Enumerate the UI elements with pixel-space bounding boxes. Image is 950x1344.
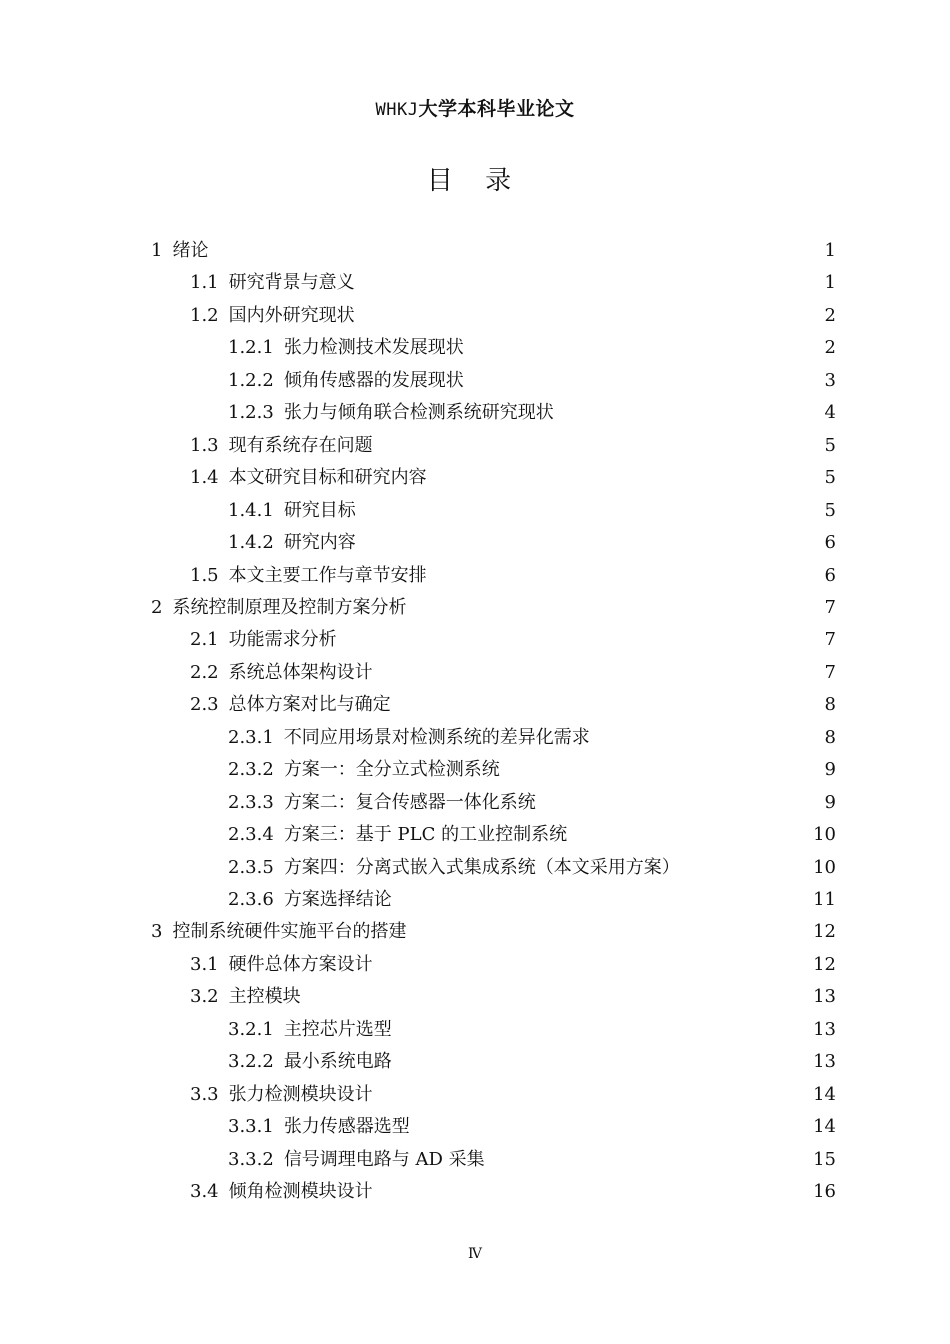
toc-entry-title: 研究目标 xyxy=(283,499,356,521)
toc-entry-page: 14 xyxy=(813,1083,836,1105)
toc-entry-page: 12 xyxy=(813,921,836,943)
toc-entry-page: 2 xyxy=(824,337,836,359)
toc-entry-number: 3.2.2 xyxy=(228,1051,274,1073)
toc-entry-page: 13 xyxy=(813,1018,836,1040)
toc-entry-number: 1.2.2 xyxy=(228,369,274,391)
toc-entry-number: 1.4 xyxy=(190,467,219,489)
toc-entry-number: 2 xyxy=(151,596,163,618)
toc-entry-number: 3 xyxy=(151,921,163,943)
toc-entry-page: 4 xyxy=(824,402,836,424)
toc-entry xyxy=(190,267,355,299)
toc-entry-number: 1 xyxy=(151,240,163,261)
toc-entry xyxy=(228,722,590,754)
toc-entry-number: 2.3.1 xyxy=(228,726,274,748)
header-school-cjk: 大学本科毕业论文 xyxy=(418,98,575,120)
toc-entry-number: 3.4 xyxy=(190,1181,219,1203)
toc-entry-number: 2.3.3 xyxy=(228,791,274,813)
toc-entry-title: 系统控制原理及控制方案分析 xyxy=(172,596,407,618)
toc-entry-title: 硬件总体方案设计 xyxy=(228,953,373,975)
header-school-latin: WHKJ xyxy=(375,100,419,120)
toc-entry-title: 最小系统电路 xyxy=(283,1051,392,1073)
toc-entry xyxy=(228,884,392,916)
toc-entry-number: 2.1 xyxy=(190,629,219,651)
toc-entry-number: 1.3 xyxy=(190,434,219,456)
toc-entry-page: 7 xyxy=(824,629,836,651)
toc-entry-title: 信号调理电路与 AD 采集 xyxy=(283,1148,485,1170)
toc-entry-title: 张力与倾角联合检测系统研究现状 xyxy=(283,402,554,424)
toc-entry-page: 6 xyxy=(824,564,836,586)
toc-entry xyxy=(190,949,373,981)
toc-entry-title: 绪论 xyxy=(172,240,209,261)
toc-entry-page: 14 xyxy=(813,1116,836,1138)
toc-entry-page: 11 xyxy=(813,889,836,910)
toc-entry-title: 张力检测模块设计 xyxy=(228,1083,373,1105)
toc-entry-title: 国内外研究现状 xyxy=(228,304,355,326)
toc-entry-page: 13 xyxy=(813,986,836,1008)
toc-entry-number: 3.3.2 xyxy=(228,1148,274,1170)
toc-entry-number: 1.2.3 xyxy=(228,402,274,424)
toc-entry-page: 16 xyxy=(813,1181,836,1203)
toc-entry-number: 2.3.2 xyxy=(228,759,274,781)
toc-entry-title: 方案选择结论 xyxy=(283,889,392,910)
footer-page-number: Ⅳ xyxy=(468,1246,482,1262)
toc-entry-page: 12 xyxy=(813,953,836,975)
toc-entry-number: 1.2 xyxy=(190,304,219,326)
toc-entry-number: 1.5 xyxy=(190,564,219,586)
toc-entry xyxy=(190,689,391,721)
toc-entry-page: 8 xyxy=(824,694,836,716)
toc-entry-page: 6 xyxy=(824,532,836,554)
toc-entry xyxy=(228,527,356,559)
toc-entry-page: 5 xyxy=(824,467,836,489)
toc-entry-page: 5 xyxy=(824,499,836,521)
toc-entry-title: 方案二：复合传感器一体化系统 xyxy=(283,791,536,813)
toc-entry-title: 方案四：分离式嵌入式集成系统（本文采用方案） xyxy=(283,856,680,878)
toc-entry xyxy=(228,787,536,819)
toc-entry xyxy=(190,462,427,494)
toc-entry-title: 方案一：全分立式检测系统 xyxy=(283,759,500,781)
toc-entry xyxy=(228,1111,410,1143)
toc-entry-page: 9 xyxy=(824,791,836,813)
toc-entry xyxy=(228,754,500,786)
toc-entry-title: 张力传感器选型 xyxy=(283,1116,410,1138)
toc-entry-title: 控制系统硬件实施平台的搭建 xyxy=(172,921,407,943)
toc-entry xyxy=(151,916,406,948)
toc-entry xyxy=(228,1046,392,1078)
toc-entry-title: 系统总体架构设计 xyxy=(228,661,373,683)
toc-entry-page: 5 xyxy=(824,434,836,456)
toc-entry-page: 13 xyxy=(813,1051,836,1073)
toc-entry-page: 7 xyxy=(824,596,836,618)
toc-entry-page: 1 xyxy=(824,240,836,261)
toc-entry-number: 3.2.1 xyxy=(228,1018,274,1040)
toc-entry xyxy=(190,657,373,689)
toc-entry-number: 2.3 xyxy=(190,694,219,716)
toc-entry-number: 2.3.4 xyxy=(228,824,274,846)
toc-entry-number: 2.2 xyxy=(190,661,219,683)
toc-entry xyxy=(228,819,567,851)
toc-entry-page: 10 xyxy=(813,856,836,878)
toc-entry-title: 不同应用场景对检测系统的差异化需求 xyxy=(283,726,590,748)
toc-entry xyxy=(190,624,337,656)
toc-entry-page: 9 xyxy=(824,759,836,781)
toc-entry-title: 倾角传感器的发展现状 xyxy=(283,369,464,391)
toc-entry-title: 功能需求分析 xyxy=(228,629,337,651)
toc-entry-page: 3 xyxy=(824,369,836,391)
toc-entry-number: 3.2 xyxy=(190,986,219,1008)
toc-entry xyxy=(190,1079,373,1111)
toc-entry-page: 2 xyxy=(824,304,836,326)
toc-entry-title: 本文主要工作与章节安排 xyxy=(228,564,427,586)
toc-entry-number: 3.3.1 xyxy=(228,1116,274,1138)
toc-entry-title: 现有系统存在问题 xyxy=(228,434,373,456)
toc-entry-title: 主控模块 xyxy=(228,986,301,1008)
toc-entry-number: 1.2.1 xyxy=(228,337,274,359)
toc-entry-number: 1.4.2 xyxy=(228,532,274,554)
toc-entry-title: 本文研究目标和研究内容 xyxy=(228,467,427,489)
toc-entry xyxy=(228,852,680,884)
toc-entry xyxy=(228,1014,392,1046)
toc-entry-page: 1 xyxy=(824,272,836,294)
document-header xyxy=(0,94,950,121)
toc-entry-page: 15 xyxy=(813,1148,836,1170)
toc-entry-page: 7 xyxy=(824,661,836,683)
toc-entry-title: 倾角检测模块设计 xyxy=(228,1181,373,1203)
toc-entry xyxy=(190,300,355,332)
toc-entry-number: 1.1 xyxy=(190,272,219,294)
toc-entry xyxy=(190,981,301,1013)
toc-entry-title: 方案三：基于 PLC 的工业控制系统 xyxy=(283,824,568,846)
toc-entry xyxy=(151,235,208,267)
toc-entry-number: 3.3 xyxy=(190,1083,219,1105)
toc-entry xyxy=(151,592,406,624)
toc-entry xyxy=(228,332,464,364)
toc-entry xyxy=(190,560,427,592)
toc-entry xyxy=(228,495,356,527)
page-title: 目 录 xyxy=(426,166,524,196)
toc-entry-title: 研究背景与意义 xyxy=(228,272,355,294)
toc-entry xyxy=(228,365,464,397)
toc-entry-page: 10 xyxy=(813,824,836,846)
toc-entry-page: 8 xyxy=(824,726,836,748)
toc-entry xyxy=(228,397,554,429)
toc-entry xyxy=(190,1176,373,1208)
toc-entry-title: 研究内容 xyxy=(283,532,356,554)
toc-entry-number: 2.3.5 xyxy=(228,856,274,878)
toc-entry xyxy=(190,430,373,462)
toc-entry-title: 总体方案对比与确定 xyxy=(228,694,391,716)
toc-entry-title: 主控芯片选型 xyxy=(283,1018,392,1040)
toc-entry xyxy=(228,1144,485,1176)
toc-entry-number: 1.4.1 xyxy=(228,499,274,521)
toc-entry-title: 张力检测技术发展现状 xyxy=(283,337,464,359)
toc-entry-number: 3.1 xyxy=(190,953,219,975)
toc-entry-number: 2.3.6 xyxy=(228,889,274,910)
